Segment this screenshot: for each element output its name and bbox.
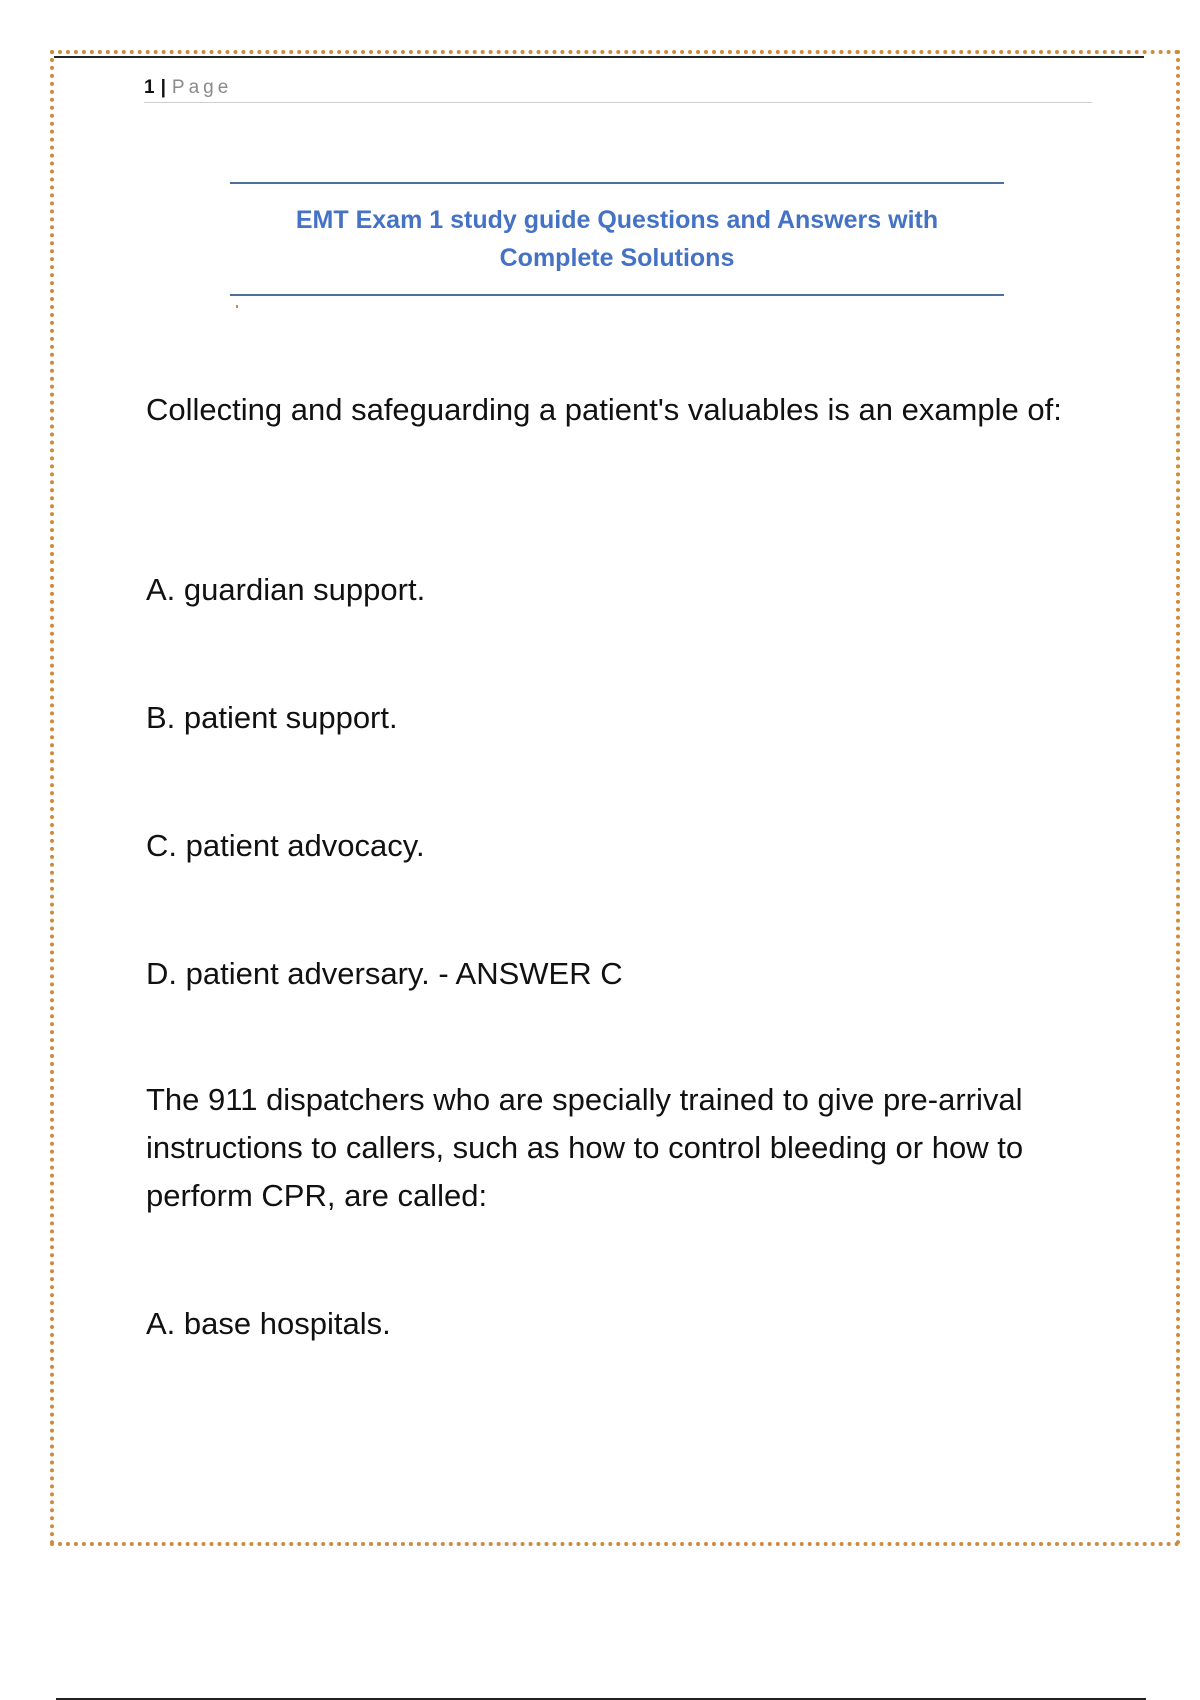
question-1-option-c: C. patient advocacy. [146, 828, 425, 863]
question-2-option-a: A. base hospitals. [146, 1306, 391, 1341]
question-1-option-a: A. guardian support. [146, 572, 426, 607]
question-1-option-d-answer: D. patient adversary. - ANSWER C [146, 956, 623, 991]
question-1-option-b: B. patient support. [146, 700, 398, 735]
question-2-prompt: The 911 dispatchers who are specially trained to give pre-arrival instructions to callers, such as how to control bleeding or how to perform CPR, are called: [146, 1082, 1024, 1213]
page-separator: | [160, 77, 166, 98]
question-1-prompt: Collecting and safeguarding a patient's valuables is an example of: [146, 392, 1062, 427]
stray-mark [236, 305, 238, 308]
page-label: Page [171, 77, 233, 98]
document-title-block [230, 182, 1004, 296]
document-title: EMT Exam 1 study guide Questions and Answers with Complete Solutions [295, 206, 939, 272]
page-number: 1 [144, 77, 155, 98]
page-header [144, 74, 1092, 103]
top-rule [54, 56, 1144, 58]
